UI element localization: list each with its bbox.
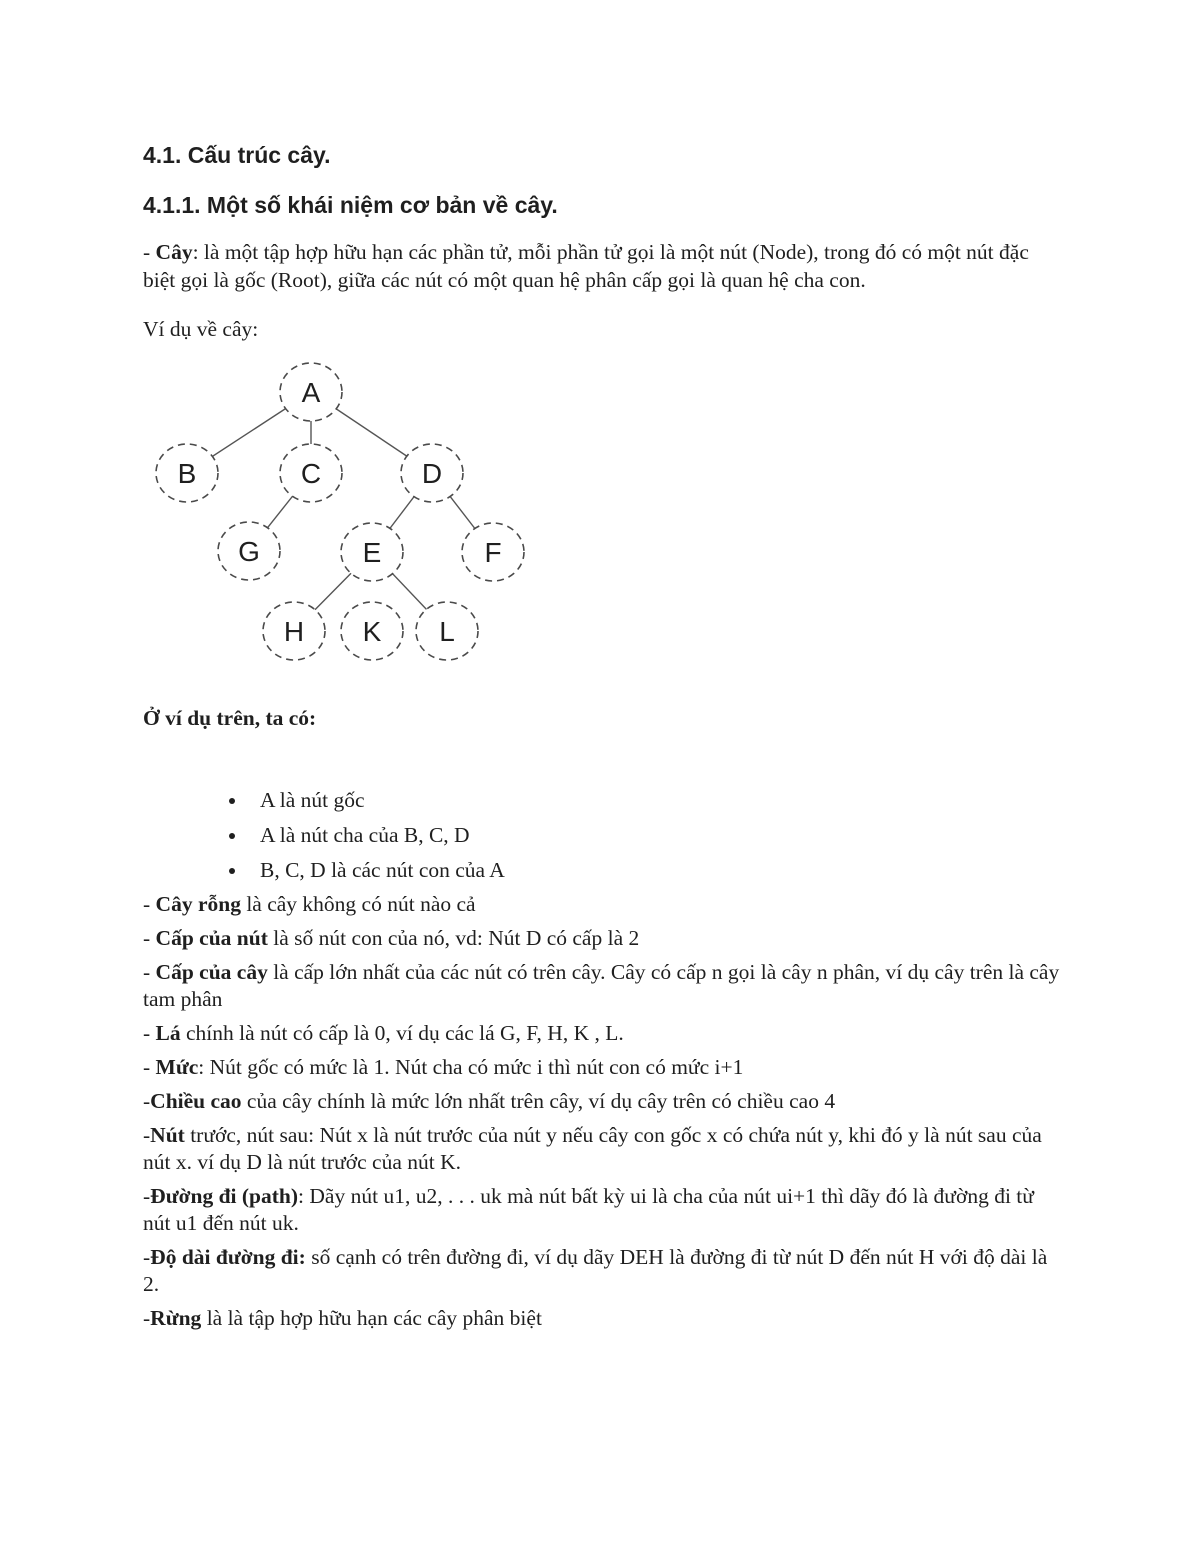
definition-item	[143, 891, 1060, 918]
diagram-caption: Ví dụ về cây:	[143, 317, 259, 341]
definition-term: Cấp của cây	[155, 960, 268, 984]
definition-term: Mức	[155, 1055, 199, 1079]
tree-node-label: H	[283, 616, 305, 647]
intro-text: : là một tập hợp hữu hạn các phần tử, mỗi phần tử gọi là một nút (Node), trong đó có một nút đặc biệt gọi là gốc (Root), giữa các nút có một quan hệ phân cấp gọi là quan hệ cha con.	[143, 240, 1029, 292]
list-item: • B, C, D là các nút con của A	[248, 856, 1060, 884]
definition-text: là cây không có nút nào cả	[240, 892, 476, 916]
definition-item	[143, 1183, 1060, 1237]
definition-text: : Dãy nút u1, u2, . . . uk mà nút bất kỳ ui là cha của nút ui+1 thì dãy đó là đường đi từ nút u1 đến nút uk.	[143, 1184, 1034, 1235]
definition-item	[143, 1122, 1060, 1176]
list-item: • A là nút cha của B, C, D	[248, 821, 1060, 849]
definition-term: Cây rỗng	[155, 892, 241, 916]
tree-diagram	[150, 357, 542, 669]
definition-text: là số nút con của nó, vd: Nút D có cấp là 2	[267, 926, 640, 950]
definition-term: Đường đi (path)	[150, 1184, 299, 1208]
tree-node-label: D	[421, 458, 443, 489]
definition-text: của cây chính là mức lớn nhất trên cây, ví dụ cây trên có chiều cao 4	[241, 1089, 836, 1113]
tree-definition-paragraph	[143, 238, 1060, 294]
tree-node-label: L	[439, 616, 455, 647]
tree-node-label: A	[301, 377, 321, 408]
tree-node-label: B	[177, 458, 197, 489]
definition-term: Độ dài đường đi:	[150, 1245, 306, 1269]
tree-node-label: E	[362, 537, 382, 568]
tree-node-label: C	[300, 458, 322, 489]
definition-prefix: -	[143, 1123, 151, 1147]
definition-item	[143, 1020, 1060, 1047]
definition-term: Chiều cao	[150, 1089, 242, 1113]
definition-item	[143, 925, 1060, 952]
definition-prefix: -	[143, 1055, 156, 1079]
tree-node-label: G	[238, 536, 260, 567]
definition-item	[143, 1088, 1060, 1115]
definition-prefix: -	[143, 1306, 151, 1330]
example-heading: Ở ví dụ trên, ta có:	[143, 706, 317, 730]
section-heading: 4.1. Cấu trúc cây.	[143, 142, 331, 168]
definition-item	[143, 1305, 1060, 1332]
definition-term: Rừng	[150, 1306, 202, 1330]
tree-node-label: K	[362, 616, 382, 647]
definition-prefix: -	[143, 1021, 156, 1045]
definition-prefix: -	[143, 960, 156, 984]
definition-item	[143, 1054, 1060, 1081]
definitions	[143, 891, 1060, 1332]
definition-text: : Nút gốc có mức là 1. Nút cha có mức i thì nút con có mức i+1	[198, 1055, 744, 1079]
definition-term: Lá	[155, 1021, 181, 1045]
definition-text: là là tập hợp hữu hạn các cây phân biệt	[201, 1306, 542, 1330]
definition-term: Cấp của nút	[155, 926, 268, 950]
definition-prefix: -	[143, 926, 156, 950]
definition-prefix: -	[143, 1245, 151, 1269]
definition-item	[143, 1244, 1060, 1298]
intro-prefix: -	[143, 240, 156, 264]
definition-text: chính là nút có cấp là 0, ví dụ các lá G, F, H, K , L.	[180, 1021, 624, 1045]
definition-term: Nút	[150, 1123, 185, 1147]
definition-item	[143, 959, 1060, 1013]
definition-prefix: -	[143, 1089, 151, 1113]
intro-term: Cây	[155, 240, 193, 264]
definition-text: là cấp lớn nhất của các nút có trên cây. Cây có cấp n gọi là cây n phân, ví dụ cây trên là cây tam phân	[143, 960, 1060, 1011]
list-item: • A là nút gốc	[248, 786, 1060, 814]
definition-text: số cạnh có trên đường đi, ví dụ dãy DEH là đường đi từ nút D đến nút H với độ dài là 2.	[143, 1245, 1048, 1296]
definition-text: trước, nút sau: Nút x là nút trước của nút y nếu cây con gốc x có chứa nút y, khi đó y là nút sau của nút x. ví dụ D là nút trước của nút K.	[143, 1123, 1042, 1174]
definition-prefix: -	[143, 1184, 151, 1208]
tree-node-label: F	[484, 537, 502, 568]
subsection-heading: 4.1.1. Một số khái niệm cơ bản về cây.	[143, 192, 558, 218]
example-bullets	[143, 786, 1060, 884]
definition-prefix: -	[143, 892, 156, 916]
